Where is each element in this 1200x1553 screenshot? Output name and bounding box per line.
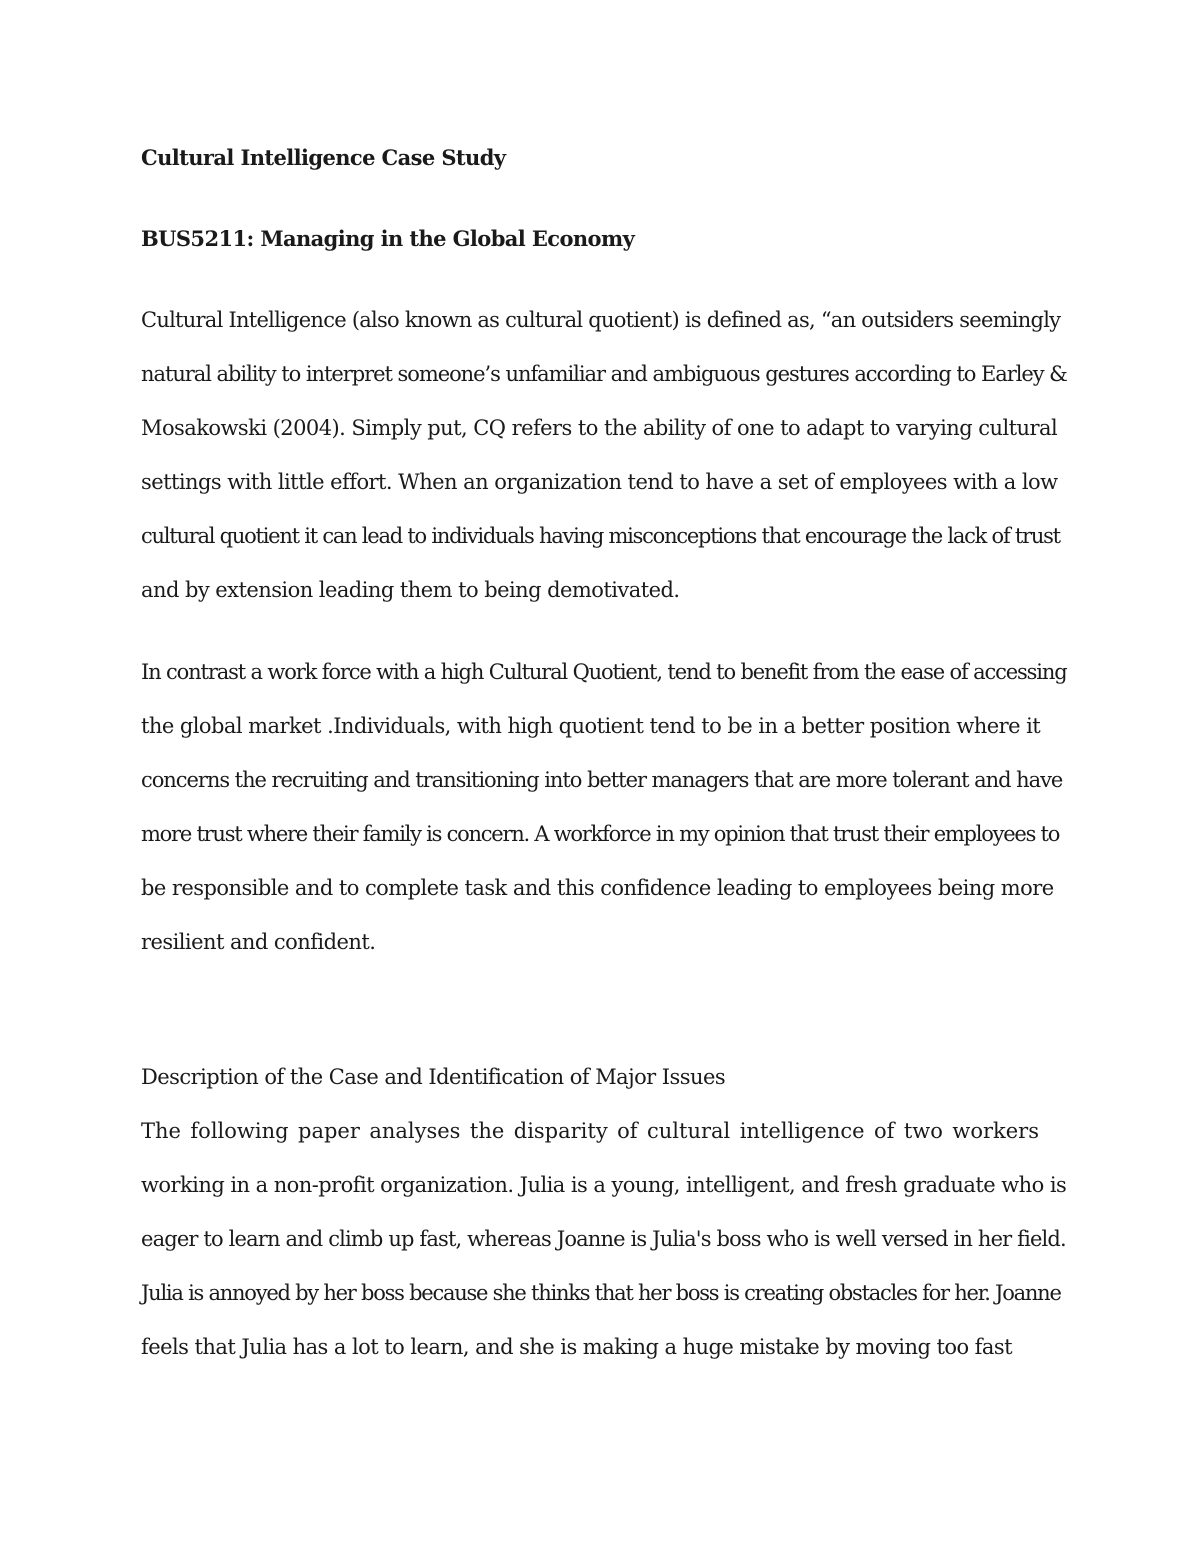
course-title: BUS5211: Managing in the Global Economy <box>141 226 635 251</box>
text-line: The following paper analyses the disparity of cultural intelligence of two workers <box>141 1119 1039 1143</box>
document-title: Cultural Intelligence Case Study <box>141 145 506 170</box>
text-line: In contrast a work force with a high Cultural Quotient, tend to benefit from the ease of accessing <box>141 660 1067 684</box>
text-line: settings with little effort. When an organization tend to have a set of employees with a low <box>141 470 1058 494</box>
text-line: working in a non-profit organization. Julia is a young, intelligent, and fresh graduate who is <box>141 1173 1067 1197</box>
text-line: eager to learn and climb up fast, whereas Joanne is Julia's boss who is well versed in her field. <box>141 1227 1066 1251</box>
text-line: Mosakowski (2004). Simply put, CQ refers to the ability of one to adapt to varying cultural <box>141 416 1058 440</box>
text-line: be responsible and to complete task and this confidence leading to employees being more <box>141 876 1054 900</box>
text-line: cultural quotient it can lead to individuals having misconceptions that encourage the lack of trust <box>141 524 1060 548</box>
text-line: natural ability to interpret someone’s unfamiliar and ambiguous gestures according to Earley & <box>141 362 1067 386</box>
text-line: and by extension leading them to being demotivated. <box>141 578 680 602</box>
text-line: Julia is annoyed by her boss because she thinks that her boss is creating obstacles for her. Joanne <box>141 1281 1061 1305</box>
text-line: Cultural Intelligence (also known as cultural quotient) is defined as, “an outsiders seemingly <box>141 308 1061 332</box>
text-line: concerns the recruiting and transitioning into better managers that are more tolerant and have <box>141 768 1063 792</box>
text-line: resilient and confident. <box>141 930 376 954</box>
text-line: feels that Julia has a lot to learn, and she is making a huge mistake by moving too fast <box>141 1335 1012 1359</box>
text-line: more trust where their family is concern. A workforce in my opinion that trust their employees to <box>141 822 1060 846</box>
section-heading: Description of the Case and Identification of Major Issues <box>141 1065 726 1089</box>
text-line: the global market .Individuals, with high quotient tend to be in a better position where it <box>141 714 1041 738</box>
